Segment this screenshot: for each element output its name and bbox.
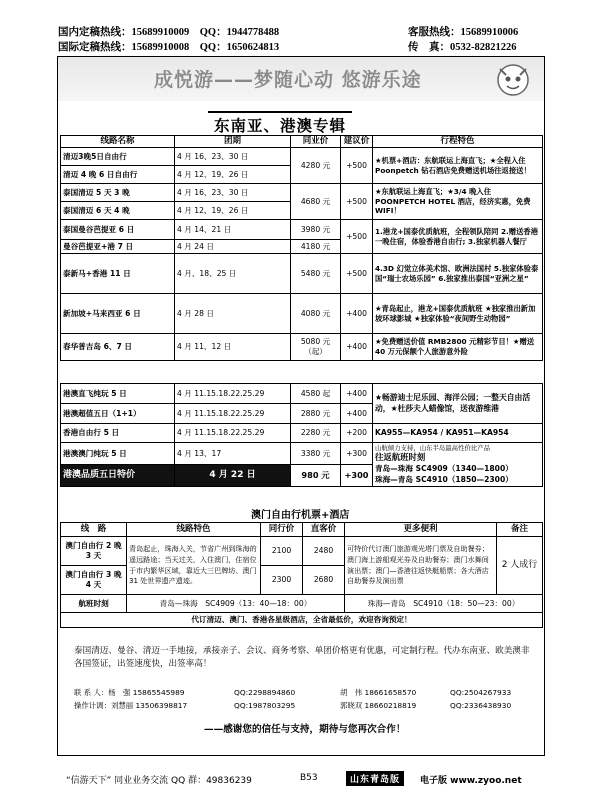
edition-badge: 山东青岛版 (346, 771, 404, 786)
tour-dates: 4 月 12、19、26 日 (175, 166, 291, 184)
flight-outbound: 青岛—珠海 SC4909（1340—1800） (375, 464, 513, 474)
slogan: 成悦游——梦随心动 悠游乐途 (154, 69, 422, 91)
route-name: 港澳直飞纯玩 5 日 (61, 384, 175, 404)
table-row (61, 595, 543, 613)
route-features: ★免费赠送价值 RMB2800 元精彩节目！★赠送 40 万元保额个人旅游意外险 (373, 334, 543, 361)
hotel-booking-note: 代订清迈、澳门、香港各星级酒店，全省最低价，欢迎咨询预定！ (61, 613, 543, 628)
more-services: 可特价代订澳门旅游观光塔门票及自助餐券；澳门海上游船观光券及自助餐券；澳门水舞间演出票；澳门—香港往返快艇船票；各大酒店自助餐券及演出票 (345, 537, 497, 595)
route-features: ★青岛起止，港龙+国泰优质航班 ★独家推出新加坡环球影城 ★独家体验“夜间野生动物园” (373, 294, 543, 334)
peer-price: 4280 元 (291, 148, 341, 184)
fax-number: 传 真：0532-82821226 (408, 42, 517, 53)
col-dates: 团期 (175, 136, 291, 148)
peer-price: 5080 元（起） (291, 334, 341, 361)
route-name: 春华普吉岛 6、7 日 (61, 334, 175, 361)
table-row (61, 613, 543, 628)
peer-price: 4680 元 (291, 184, 341, 220)
domestic-hotline: 国内定稿热线：15689910009 QQ：1944778488 (58, 27, 280, 38)
direct-price: 2480 (303, 537, 345, 566)
section-title-macau: 澳门自由行机票+酒店 (251, 510, 350, 521)
suggest-price: +500 (341, 254, 373, 294)
flight-outbound: 青岛—珠海 SC4909（13：40—18：00） (127, 595, 345, 613)
table-row (61, 220, 543, 240)
footer-qq-group: “信游天下” 同业业务交流 QQ 群：49836239 (66, 776, 252, 786)
route-name: 香港自由行 5 日 (61, 424, 175, 443)
peer-price: 2280 元 (291, 424, 341, 443)
col-route: 线路名称 (61, 136, 175, 148)
route-name: 新加坡+马来西亚 6 日 (61, 294, 175, 334)
peer-price: 2880 元 (291, 404, 341, 424)
southeast-asia-table (60, 135, 543, 361)
contacts-row (74, 687, 511, 698)
flight-codes: KA955—KA954 / KA951—KA954 (373, 424, 543, 443)
route-name: 澳门自由行 3 晚 4 天 (61, 566, 127, 595)
tour-dates: 4 月 16、23、30 日 (175, 184, 291, 202)
agency-description: 泰国清迈、曼谷、清迈一手地接，承接亲子、会议、商务考察、单团价格更有优惠，可定制行程。代办东南亚、欧美澳非各国签证，出签速度快，出签率高！ (74, 646, 530, 670)
flight-info (373, 443, 543, 487)
tour-dates: 4 月 14、21 日 (175, 220, 291, 240)
page-number: B53 (300, 773, 318, 783)
col-features: 行程特色 (373, 136, 543, 148)
suggest-price: +500 (341, 220, 373, 254)
route-name: 港澳超值五日（1+1） (61, 404, 175, 424)
suggest-price: +400 (341, 384, 373, 404)
contact-name: 操作计调：刘慧丽 13506398817 (74, 701, 188, 710)
tour-dates: 4 月 13、17 (175, 443, 291, 465)
tour-dates: 4 月 28 日 (175, 294, 291, 334)
table-row (61, 184, 543, 202)
route-name: 曼谷芭提亚+港 7 日 (61, 240, 175, 254)
col-more-services: 更多便利 (345, 523, 497, 537)
suggest-price: +300 (341, 443, 373, 465)
tour-dates: 4 月 11.15.18.22.25.29 (175, 404, 291, 424)
route-name: 港澳澳门纯玩 5 日 (61, 443, 175, 465)
special-suggest-price: +300 (341, 465, 373, 487)
flight-return: 珠海—青岛 SC4910（1850—2300） (375, 474, 513, 484)
table-row (61, 148, 543, 166)
peer-price: 3380 元 (291, 443, 341, 465)
table-row (61, 537, 543, 566)
peer-price: 4080 元 (291, 294, 341, 334)
thanks-message: ——感谢您的信任与支持，期待与您再次合作！ (204, 724, 406, 735)
peer-price: 2300 (261, 566, 303, 595)
peer-price: 3980 元 (291, 220, 341, 240)
mascot-icon (492, 59, 534, 99)
contact-name: 胡 伟 18661658570 (340, 688, 417, 697)
flight-label: 航班时刻 (61, 595, 127, 613)
route-name: 泰国清迈 6 天 4 晚 (61, 202, 175, 220)
col-direct-price: 直客价 (303, 523, 345, 537)
suggest-price: +500 (341, 148, 373, 184)
col-remarks: 备注 (497, 523, 543, 537)
banner (58, 57, 544, 101)
table-row (61, 254, 543, 294)
macau-table (60, 522, 543, 628)
contact-qq: QQ:1987803295 (234, 701, 296, 710)
peer-price: 5480 元 (291, 254, 341, 294)
col-peer-price: 同业价 (291, 136, 341, 148)
flight-return: 珠海—青岛 SC4910（18：50—23：00） (345, 595, 543, 613)
contacts-row (74, 700, 511, 711)
route-features: 4.3D 幻觉立体美术馆、欧洲法国村 5.独家体验泰国“瑞士农场乐园” 6.独家推出泰国“亚洲之星” (373, 254, 543, 294)
contact-name: 郭晓双 18660218819 (340, 701, 417, 710)
table-row (61, 424, 543, 443)
suggest-price: +400 (341, 294, 373, 334)
suggest-price: +200 (341, 424, 373, 443)
tour-dates: 4 月 16、23、30 日 (175, 148, 291, 166)
route-name: 泰国曼谷芭提亚 6 日 (61, 220, 175, 240)
suggest-price: +500 (341, 184, 373, 220)
route-name: 泰国清迈 5 天 3 晚 (61, 184, 175, 202)
tour-dates: 4 月、18、25 日 (175, 254, 291, 294)
macau-features: 青岛起止，珠海入关，节省广州到珠海的遥远路途；当天过关，入住澳门，住宿位于市内繁华区域，靠近大三巴牌坊、澳门 31 处世界遗产遗迹。 (127, 537, 261, 595)
special-route-name: 港澳品质五日特价 (61, 465, 175, 487)
col-route: 线 路 (61, 523, 127, 537)
contact-qq: QQ:2336438930 (450, 701, 512, 710)
contact-name: 联 系 人：杨 强 15865545989 (74, 688, 185, 697)
flyer-frame (57, 56, 545, 756)
route-features: ★东航联运上海直飞；★3/4 晚入住 POONPETCH HOTEL 酒店，经济实惠，免费 WIFI！ (373, 184, 543, 220)
route-name: 泰新马+香港 11 日 (61, 254, 175, 294)
tour-dates: 4 月 11.15.18.22.25.29 (175, 424, 291, 443)
route-features: ★畅游迪士尼乐园、海洋公园；一整天自由活动，★杜莎夫人蜡像馆，送夜游维港 (373, 384, 543, 424)
tour-dates: 4 月 11.15.18.22.25.29 (175, 384, 291, 404)
route-name: 清迈3晚5日自由行 (61, 148, 175, 166)
contact-qq: QQ:2298894860 (234, 688, 296, 697)
route-features: ★机票+酒店：东航联运上海直飞；★全程入住 Poonpetch 钻石酒店免费赠送机场往返接送！ (373, 148, 543, 184)
suggest-price: +400 (341, 404, 373, 424)
special-price: 980 元 (291, 465, 341, 487)
col-peer-price: 同行价 (261, 523, 303, 537)
table-row (61, 384, 543, 404)
peer-price: 4580 起 (291, 384, 341, 404)
route-features: 1.港龙+国泰优质航班，全程领队陪同 2.赠送香港一晚住宿，体验香港自由行; 3.独家机器人餐厅 (373, 220, 543, 254)
suggest-price: +400 (341, 334, 373, 361)
tour-dates: 4 月 11、12 日 (175, 334, 291, 361)
route-name: 澳门自由行 2 晚 3 天 (61, 537, 127, 566)
table-row (61, 294, 543, 334)
flight-note: 山航倾力支持，山东半岛最高性价比产品 (375, 443, 491, 452)
peer-price: 4180 元 (291, 240, 341, 254)
contact-qq: QQ:2504267933 (450, 688, 512, 697)
peer-price: 2100 (261, 537, 303, 566)
table-row (61, 443, 543, 465)
hk-macau-table (60, 383, 543, 487)
route-name: 清迈 4 晚 6 日自由行 (61, 166, 175, 184)
table-row (61, 334, 543, 361)
tour-dates: 4 月 12、19、26 日 (175, 202, 291, 220)
intl-hotline: 国际定稿热线：15689910008 QQ：1650624813 (58, 42, 280, 53)
col-features: 线路特色 (127, 523, 261, 537)
tour-dates: 4 月 24 日 (175, 240, 291, 254)
direct-price: 2680 (303, 566, 345, 595)
section-title-southeast-asia: 东南亚、港澳专辑 (214, 114, 346, 136)
service-hotline: 客服热线：15689910006 (408, 27, 519, 38)
special-date: 4 月 22 日 (175, 465, 291, 487)
col-suggest-price: 建议价 (341, 136, 373, 148)
footer-website: 电子版 www.zyoo.net (420, 776, 522, 786)
flight-title: 往返航班时刻 (375, 452, 426, 463)
remarks: 2 人成行 (497, 537, 543, 595)
